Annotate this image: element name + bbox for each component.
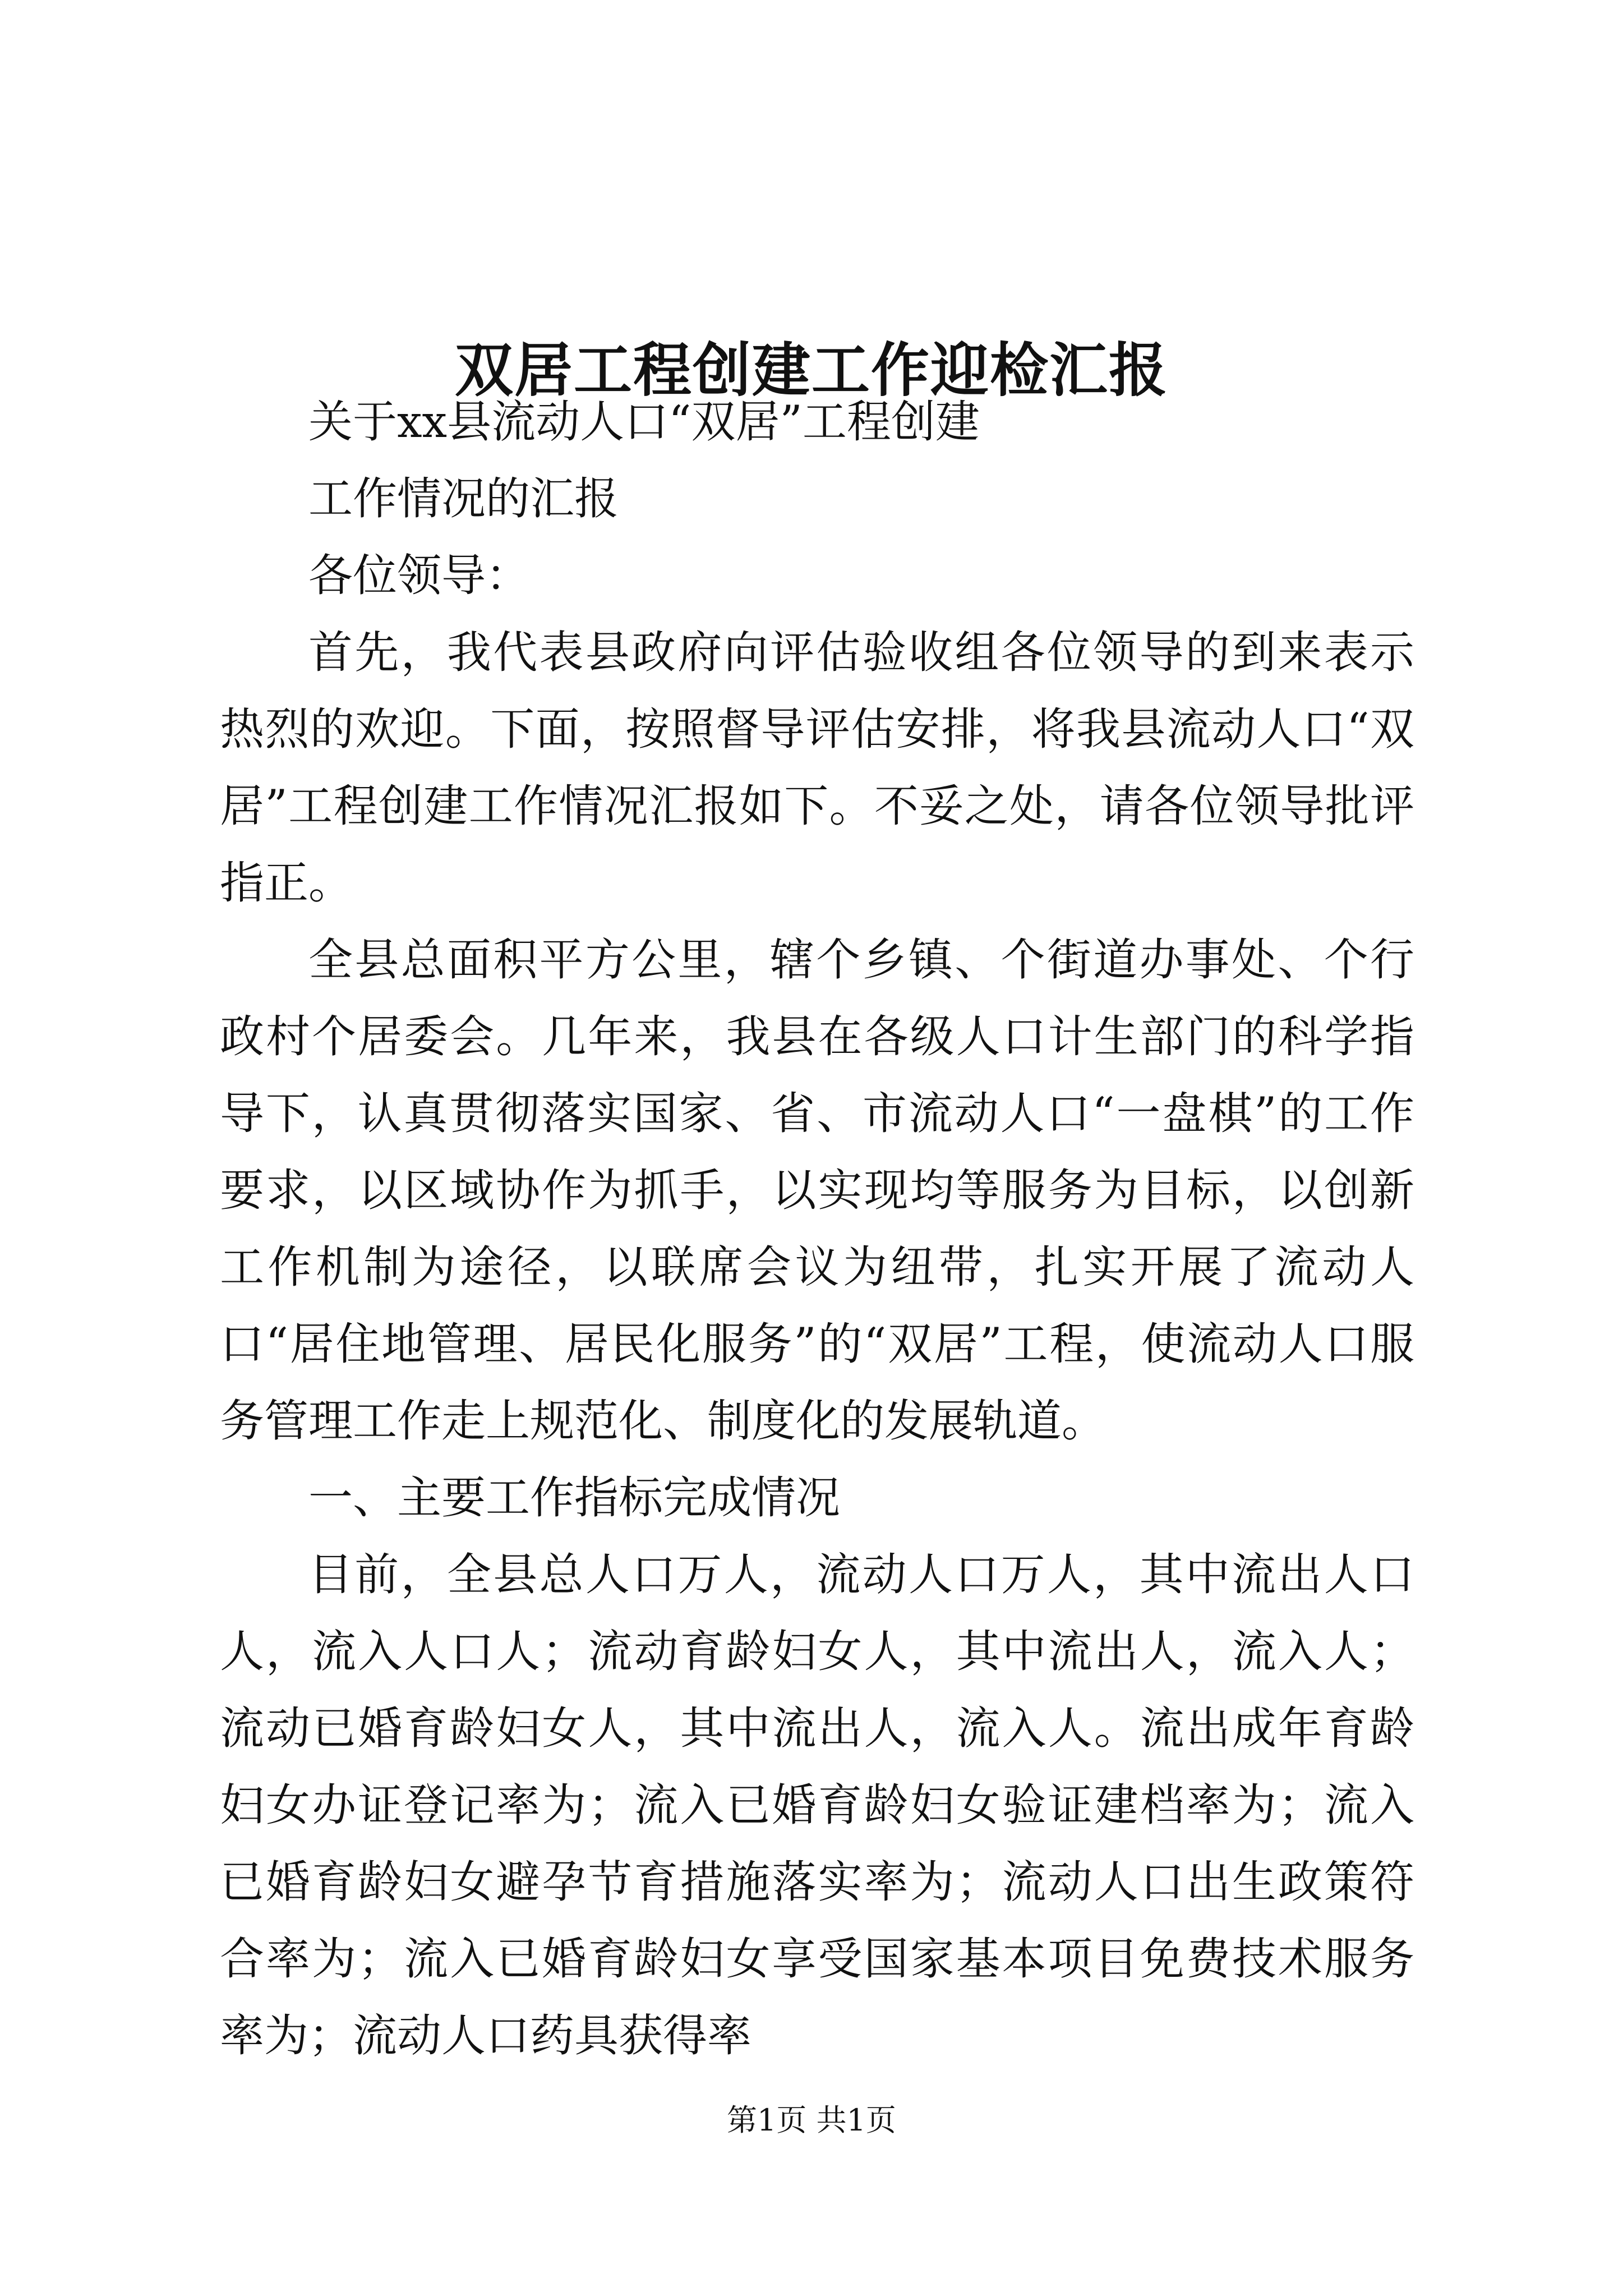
document-body <box>220 384 1414 2074</box>
subtitle-line-2: 工作情况的汇报 <box>308 473 619 524</box>
salutation: 各位领导： <box>308 550 530 601</box>
document-title: 双居工程创建工作迎检汇报 <box>454 335 1168 404</box>
subtitle-line-1: 关于xx县流动人口“双居”工程创建 <box>308 396 980 448</box>
section-heading-1: 一、主要工作指标完成情况 <box>308 1472 840 1524</box>
page-footer: 第1页 共1页 <box>727 2102 896 2138</box>
paragraph-indicators: 目前，全县总人口万人，流动人口万人，其中流出人口人，流入人口人；流动育龄妇女人，其中流出人，流入人；流动已婚育龄妇女人，其中流出人，流入人。流出成年育龄妇女办证登记率为；流入已婚育龄妇女验证建档率为；流入已婚育龄妇女避孕节育措施落实率为；流动人口出生政策符合率为；流入已婚育龄妇女享受国家基本项目免费技术服务率为；流动人口药具获得率 <box>220 1549 1414 2062</box>
paragraph-opening: 首先，我代表县政府向评估验收组各位领导的到来表示热烈的欢迎。下面，按照督导评估安排，将我县流动人口“双居”工程创建工作情况汇报如下。不妥之处，请各位领导批评指正。 <box>220 627 1414 909</box>
paragraph-overview: 全县总面积平方公里，辖个乡镇、个街道办事处、个行政村个居委会。几年来，我县在各级人口计生部门的科学指导下，认真贯彻落实国家、省、市流动人口“一盘棋”的工作要求，以区域协作为抓手，以实现均等服务为目标，以创新工作机制为途径，以联席会议为纽带，扎实开展了流动人口“居住地管理、居民化服务”的“双居”工程，使流动人口服务管理工作走上规范化、制度化的发展轨道。 <box>220 934 1414 1447</box>
